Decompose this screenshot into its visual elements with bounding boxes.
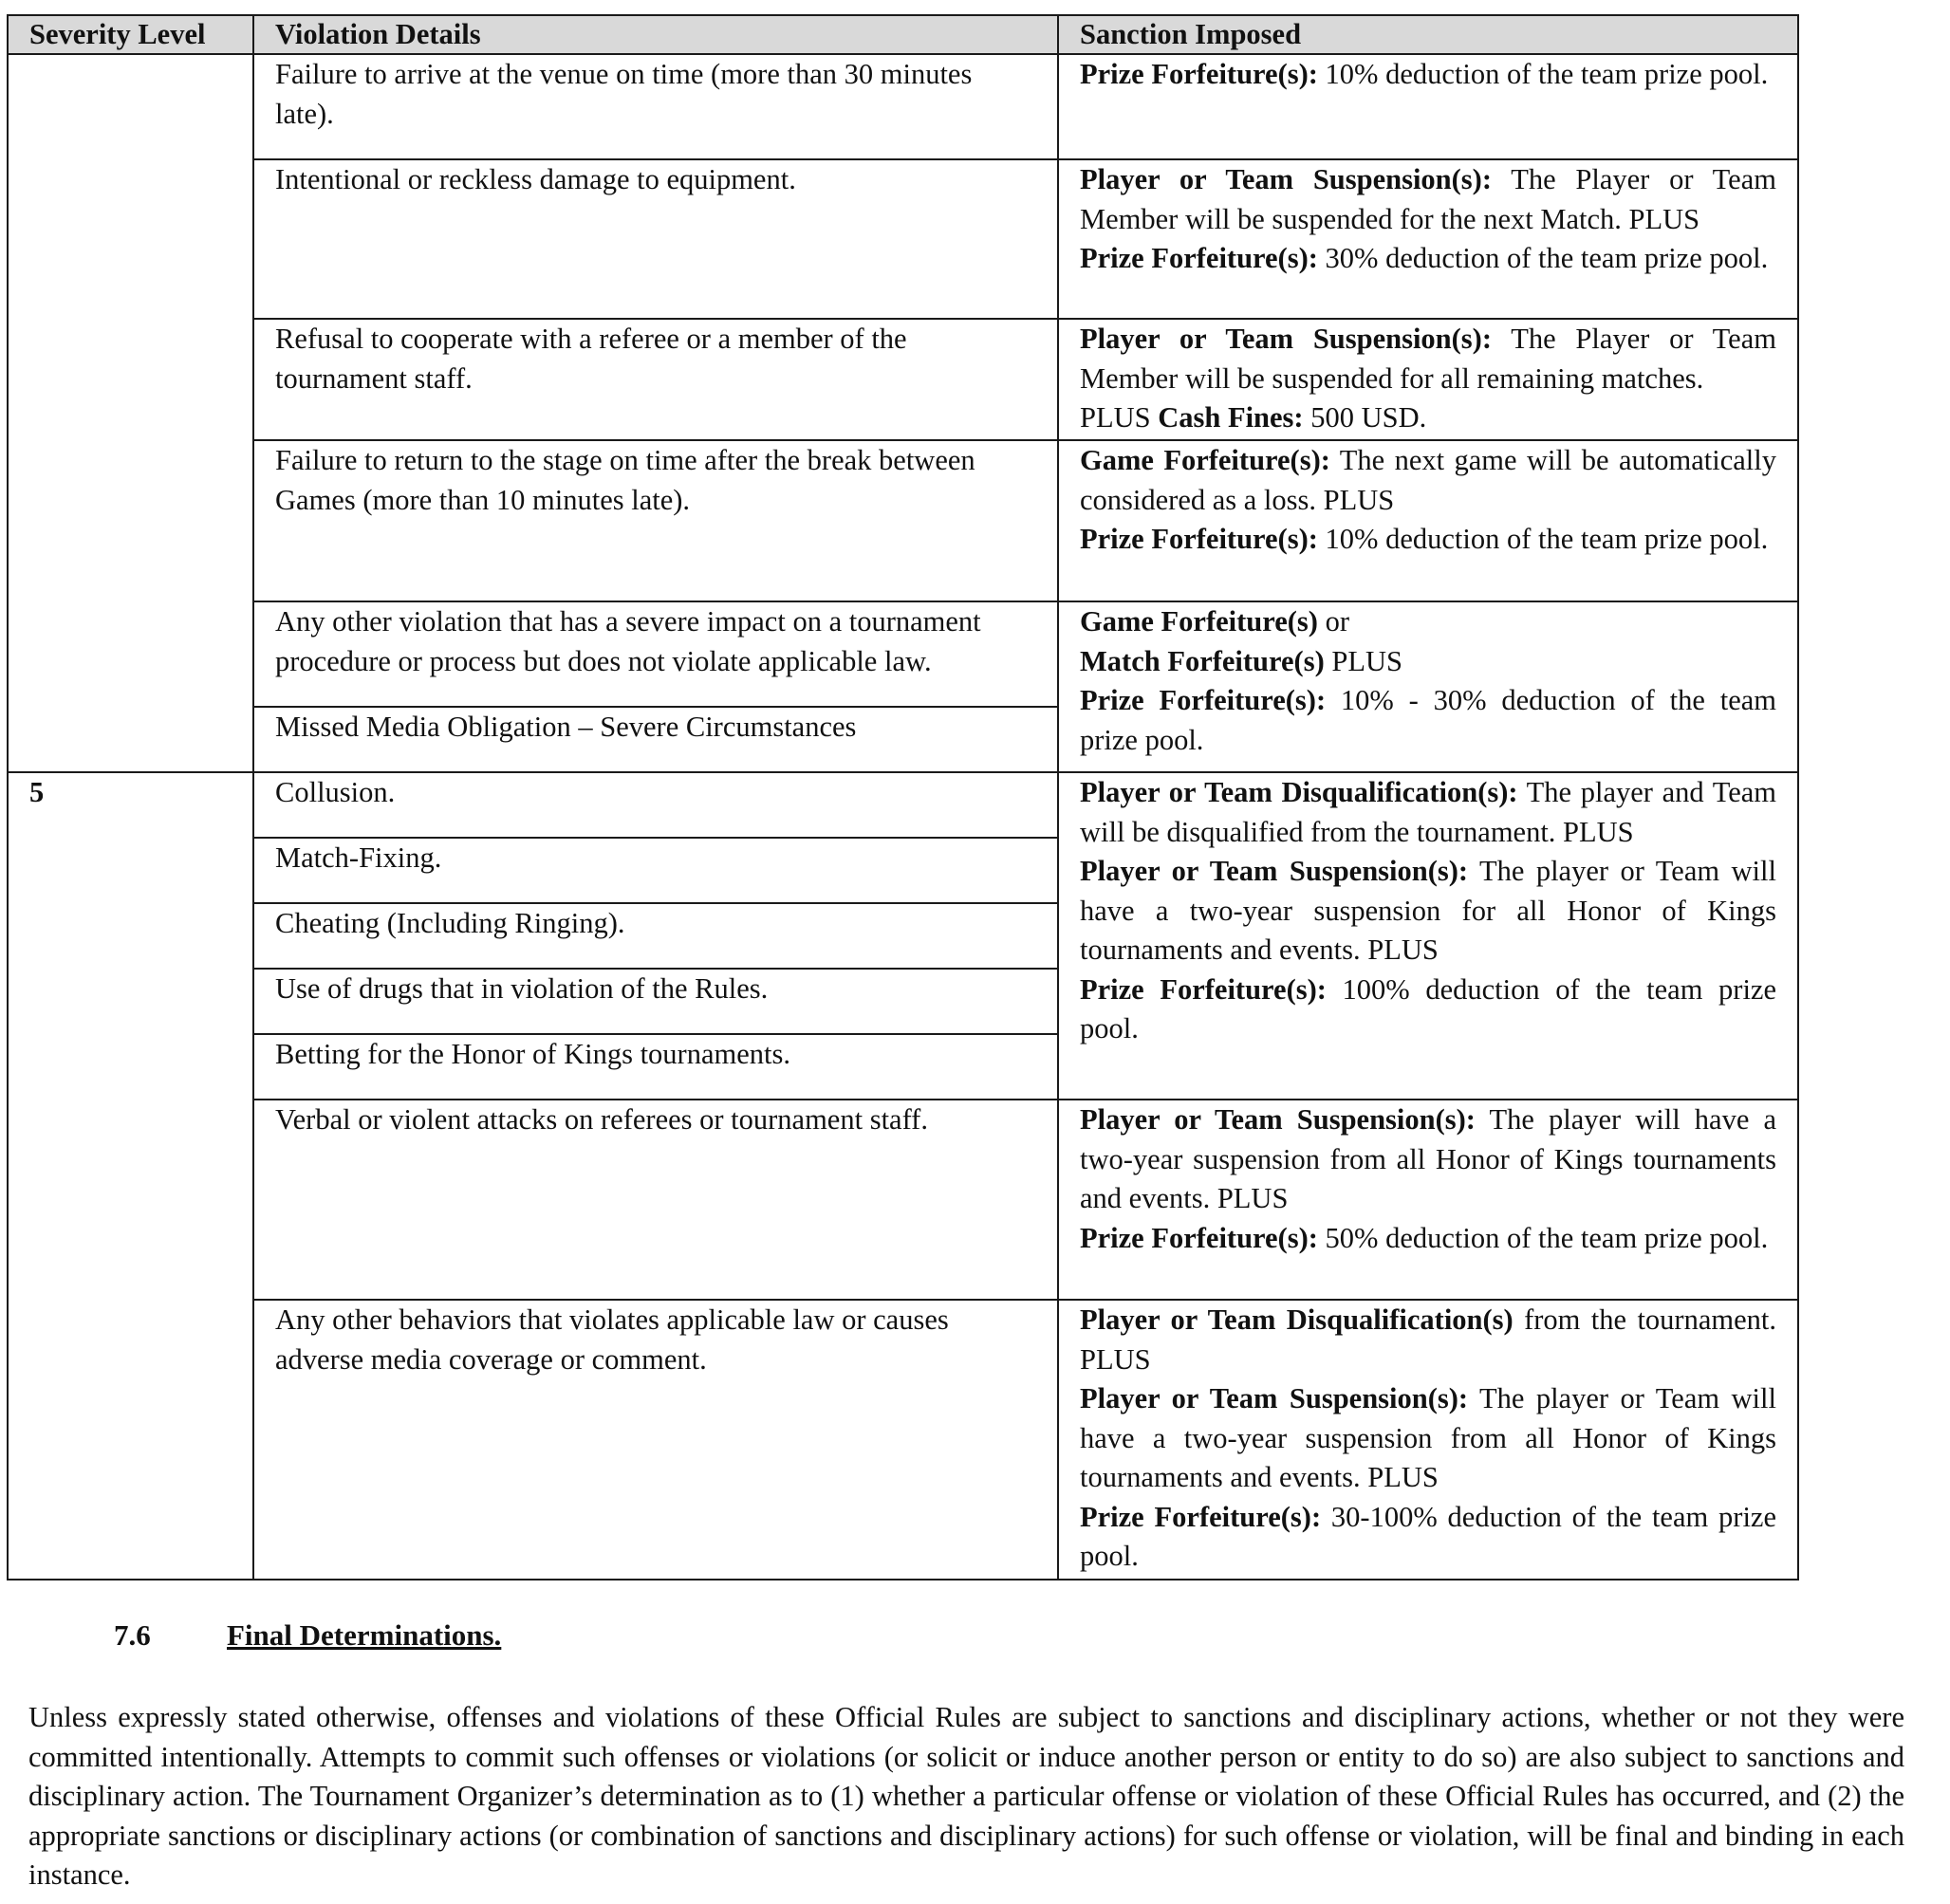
- violation-cell: Failure to arrive at the venue on time (more than 30 minutes late).: [253, 54, 1058, 159]
- severity-cell-level-5: 5: [8, 772, 253, 1580]
- sanction-cell: Player or Team Disqualification(s): The player and Team will be disqualified from the tournament. PLUS Player or Team Suspension(s): The player or Team will have a two-year suspension for all Honor of Kings tournaments and events. PLUS Prize Forfeiture(s): 100% deduction of the team prize pool.: [1058, 772, 1798, 1100]
- header-severity-level: Severity Level: [8, 15, 253, 54]
- table-row: [8, 1300, 1798, 1580]
- sanction-cell: Player or Team Suspension(s): The Player or Team Member will be suspended for all remaining matches. PLUS Cash Fines: 500 USD.: [1058, 319, 1798, 440]
- sanction-cell: Game Forfeiture(s): The next game will be automatically considered as a loss. PLUS Prize Forfeiture(s): 10% deduction of the team prize pool.: [1058, 440, 1798, 601]
- severity-cell-continued: [8, 54, 253, 772]
- violation-cell: Any other behaviors that violates applicable law or causes adverse media coverage or comment.: [253, 1300, 1058, 1580]
- violation-cell: Verbal or violent attacks on referees or tournament staff.: [253, 1100, 1058, 1300]
- violation-cell: Failure to return to the stage on time after the break between Games (more than 10 minutes late).: [253, 440, 1058, 601]
- section-number: 7.6: [114, 1618, 151, 1652]
- violation-cell: Collusion.: [253, 772, 1058, 838]
- header-sanction-imposed: Sanction Imposed: [1058, 15, 1798, 54]
- table-row: [8, 772, 1798, 838]
- violation-cell: Intentional or reckless damage to equipment.: [253, 159, 1058, 319]
- section-heading: [114, 1617, 501, 1654]
- violation-cell: Betting for the Honor of Kings tournaments.: [253, 1034, 1058, 1100]
- sanction-cell: Player or Team Suspension(s): The Player or Team Member will be suspended for the next Match. PLUS Prize Forfeiture(s): 30% deduction of the team prize pool.: [1058, 159, 1798, 319]
- section-title: Final Determinations.: [227, 1618, 502, 1652]
- violation-cell: Refusal to cooperate with a referee or a member of the tournament staff.: [253, 319, 1058, 440]
- sanctions-table: [7, 14, 1799, 1581]
- violation-cell: Match-Fixing.: [253, 838, 1058, 903]
- sanction-cell: Player or Team Suspension(s): The player will have a two-year suspension from all Honor of Kings tournaments and events. PLUS Prize Forfeiture(s): 50% deduction of the team prize pool.: [1058, 1100, 1798, 1300]
- section-paragraph: Unless expressly stated otherwise, offenses and violations of these Official Rules are subject to sanctions and disciplinary actions, whether or not they were committed intentionally. Attempts to commit such offenses or violations (or solicit or induce another person or entity to do so) are also subject to sanctions and disciplinary action. The Tournament Organizer’s determination as to (1) whether a particular offense or violation of these Official Rules has occurred, and (2) the appropriate sanctions or disciplinary actions (or combination of sanctions and disciplinary actions) for such offense or violation, will be final and binding in each instance.: [28, 1701, 1904, 1891]
- violation-cell: Any other violation that has a severe impact on a tournament procedure or process but does not violate applicable law.: [253, 601, 1058, 707]
- violation-cell: Cheating (Including Ringing).: [253, 903, 1058, 969]
- sanction-cell: Game Forfeiture(s) or Match Forfeiture(s) PLUS Prize Forfeiture(s): 10% - 30% deduction of the team prize pool.: [1058, 601, 1798, 772]
- table-row: [8, 159, 1798, 319]
- table-row: [8, 1100, 1798, 1300]
- table-row: [8, 440, 1798, 601]
- table-row: [8, 54, 1798, 159]
- table-header-row: [8, 15, 1798, 54]
- header-violation-details: Violation Details: [253, 15, 1058, 54]
- sanction-cell: Prize Forfeiture(s): 10% deduction of the team prize pool.: [1058, 54, 1798, 159]
- violation-cell: Missed Media Obligation – Severe Circumstances: [253, 707, 1058, 772]
- table-row: [8, 319, 1798, 440]
- violation-cell: Use of drugs that in violation of the Rules.: [253, 969, 1058, 1034]
- table-row: [8, 601, 1798, 707]
- sanction-cell: Player or Team Disqualification(s) from the tournament. PLUS Player or Team Suspension(s): The player or Team will have a two-year suspension from all Honor of Kings tournaments and events. PLUS Prize Forfeiture(s): 30-100% deduction of the team prize pool.: [1058, 1300, 1798, 1580]
